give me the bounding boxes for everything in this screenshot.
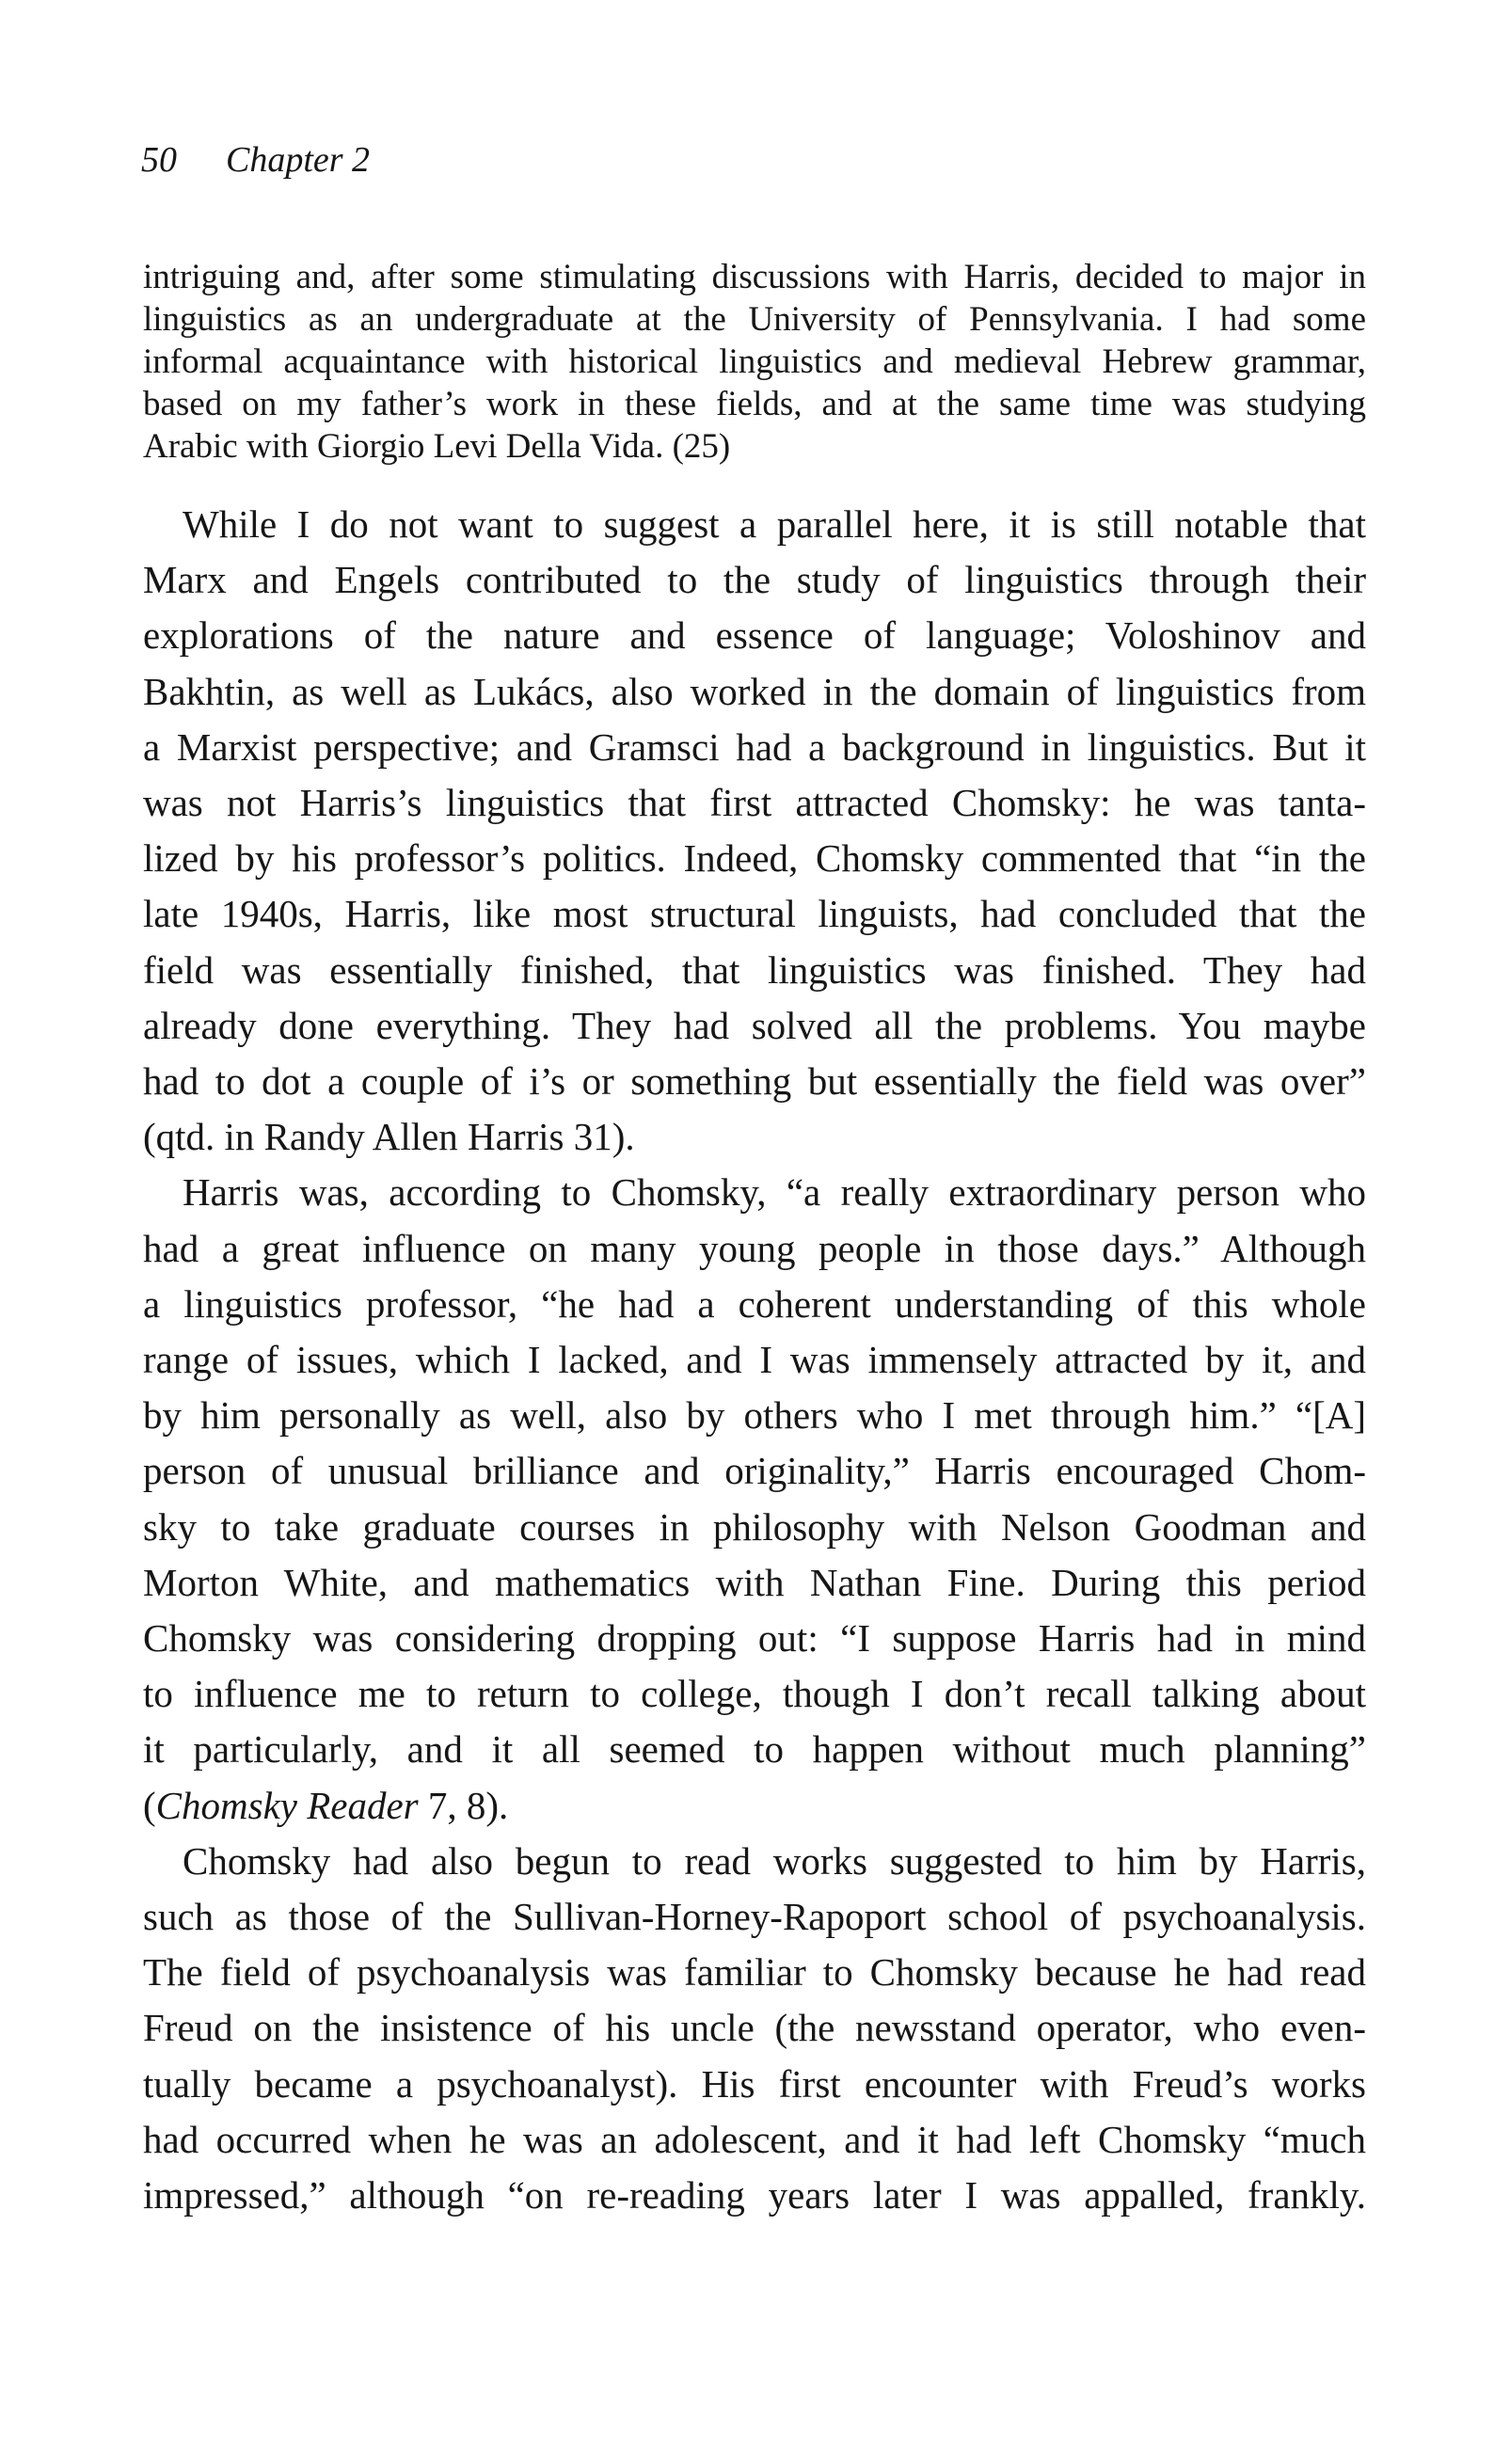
text-line: to influence me to return to college, though I don’t recall talking about	[143, 1672, 1366, 1716]
body-text	[143, 497, 1366, 2223]
text-line: already done everything. They had solved all the problems. You maybe	[143, 1003, 1366, 1047]
citation-open: (	[143, 1783, 156, 1827]
running-head	[141, 139, 370, 181]
quote-line: linguistics as an undergraduate at the University of Pennsylvania. I had some	[143, 300, 1366, 339]
text-line: Freud on the insistence of his uncle (the newsstand operator, who even-	[143, 2006, 1366, 2050]
block-quote	[143, 256, 1366, 468]
text-line: (qtd. in Randy Allen Harris 31).	[143, 1115, 635, 1159]
paragraph-1	[143, 497, 1366, 1165]
text-line: was not Harris’s linguistics that first attracted Chomsky: he was tanta-	[143, 781, 1366, 825]
paragraph-2	[143, 1165, 1366, 1833]
text-line: The field of psychoanalysis was familiar to Chomsky because he had read	[143, 1950, 1366, 1995]
text-line	[143, 1778, 1366, 1834]
text-line: person of unusual brilliance and originality,” Harris encouraged Chom-	[143, 1449, 1366, 1493]
text-line: explorations of the nature and essence of language; Voloshinov and	[143, 613, 1366, 658]
quote-line: intriguing and, after some stimulating discussions with Harris, decided to major in	[143, 258, 1366, 296]
text-line: a linguistics professor, “he had a coherent understanding of this whole	[143, 1281, 1366, 1326]
text-line: it particularly, and it all seemed to happen without much planning”	[143, 1727, 1366, 1772]
quote-line: based on my father’s work in these fields, and at the same time was studying	[143, 385, 1366, 423]
text-line: such as those of the Sullivan-Horney-Rapoport school of psychoanalysis.	[143, 1895, 1366, 1939]
text-line: a Marxist perspective; and Gramsci had a background in linguistics. But it	[143, 724, 1366, 769]
text-line: Bakhtin, as well as Lukács, also worked in the domain of linguistics from	[143, 669, 1366, 713]
text-line: had to dot a couple of i’s or something but essentially the field was over”	[143, 1059, 1366, 1104]
text-line: Morton White, and mathematics with Nathan Fine. During this period	[143, 1560, 1366, 1604]
text-line: Chomsky had also begun to read works suggested to him by Harris,	[183, 1838, 1366, 1883]
text-line: Harris was, according to Chomsky, “a really extraordinary person who	[183, 1170, 1366, 1215]
page-number: 50	[141, 140, 177, 180]
text-line: range of issues, which I lacked, and I was immensely attracted by it, and	[143, 1338, 1366, 1382]
text-line: by him personally as well, also by others who I met through him.” “[A]	[143, 1393, 1366, 1438]
quote-line: informal acquaintance with historical linguistics and medieval Hebrew grammar,	[143, 342, 1366, 381]
citation-pages: 7, 8).	[418, 1783, 509, 1827]
text-line: had occurred when he was an adolescent, and it had left Chomsky “much	[143, 2117, 1366, 2161]
text-line: had a great influence on many young people in those days.” Although	[143, 1226, 1366, 1270]
text-line: Marx and Engels contributed to the study of linguistics through their	[143, 558, 1366, 602]
text-line: late 1940s, Harris, like most structural linguists, had concluded that the	[143, 892, 1366, 936]
text-line: lized by his professor’s politics. Indeed, Chomsky commented that “in the	[143, 836, 1366, 881]
chapter-title: Chapter 2	[226, 140, 371, 180]
text-line: tually became a psychoanalyst). His first encounter with Freud’s works	[143, 2061, 1366, 2106]
text-line: field was essentially finished, that linguistics was finished. They had	[143, 947, 1366, 992]
paragraph-3	[143, 1834, 1366, 2223]
text-line: While I do not want to suggest a parallel here, it is still notable that	[183, 502, 1366, 546]
citation-title: Chomsky Reader	[155, 1783, 419, 1827]
text-line: impressed,” although “on re-reading years later I was appalled, frankly.	[143, 2173, 1366, 2218]
text-line: Chomsky was considering dropping out: “I suppose Harris had in mind	[143, 1616, 1366, 1661]
text-line: sky to take graduate courses in philosophy with Nelson Goodman and	[143, 1504, 1366, 1549]
quote-line: Arabic with Giorgio Levi Della Vida. (25)	[143, 427, 731, 466]
